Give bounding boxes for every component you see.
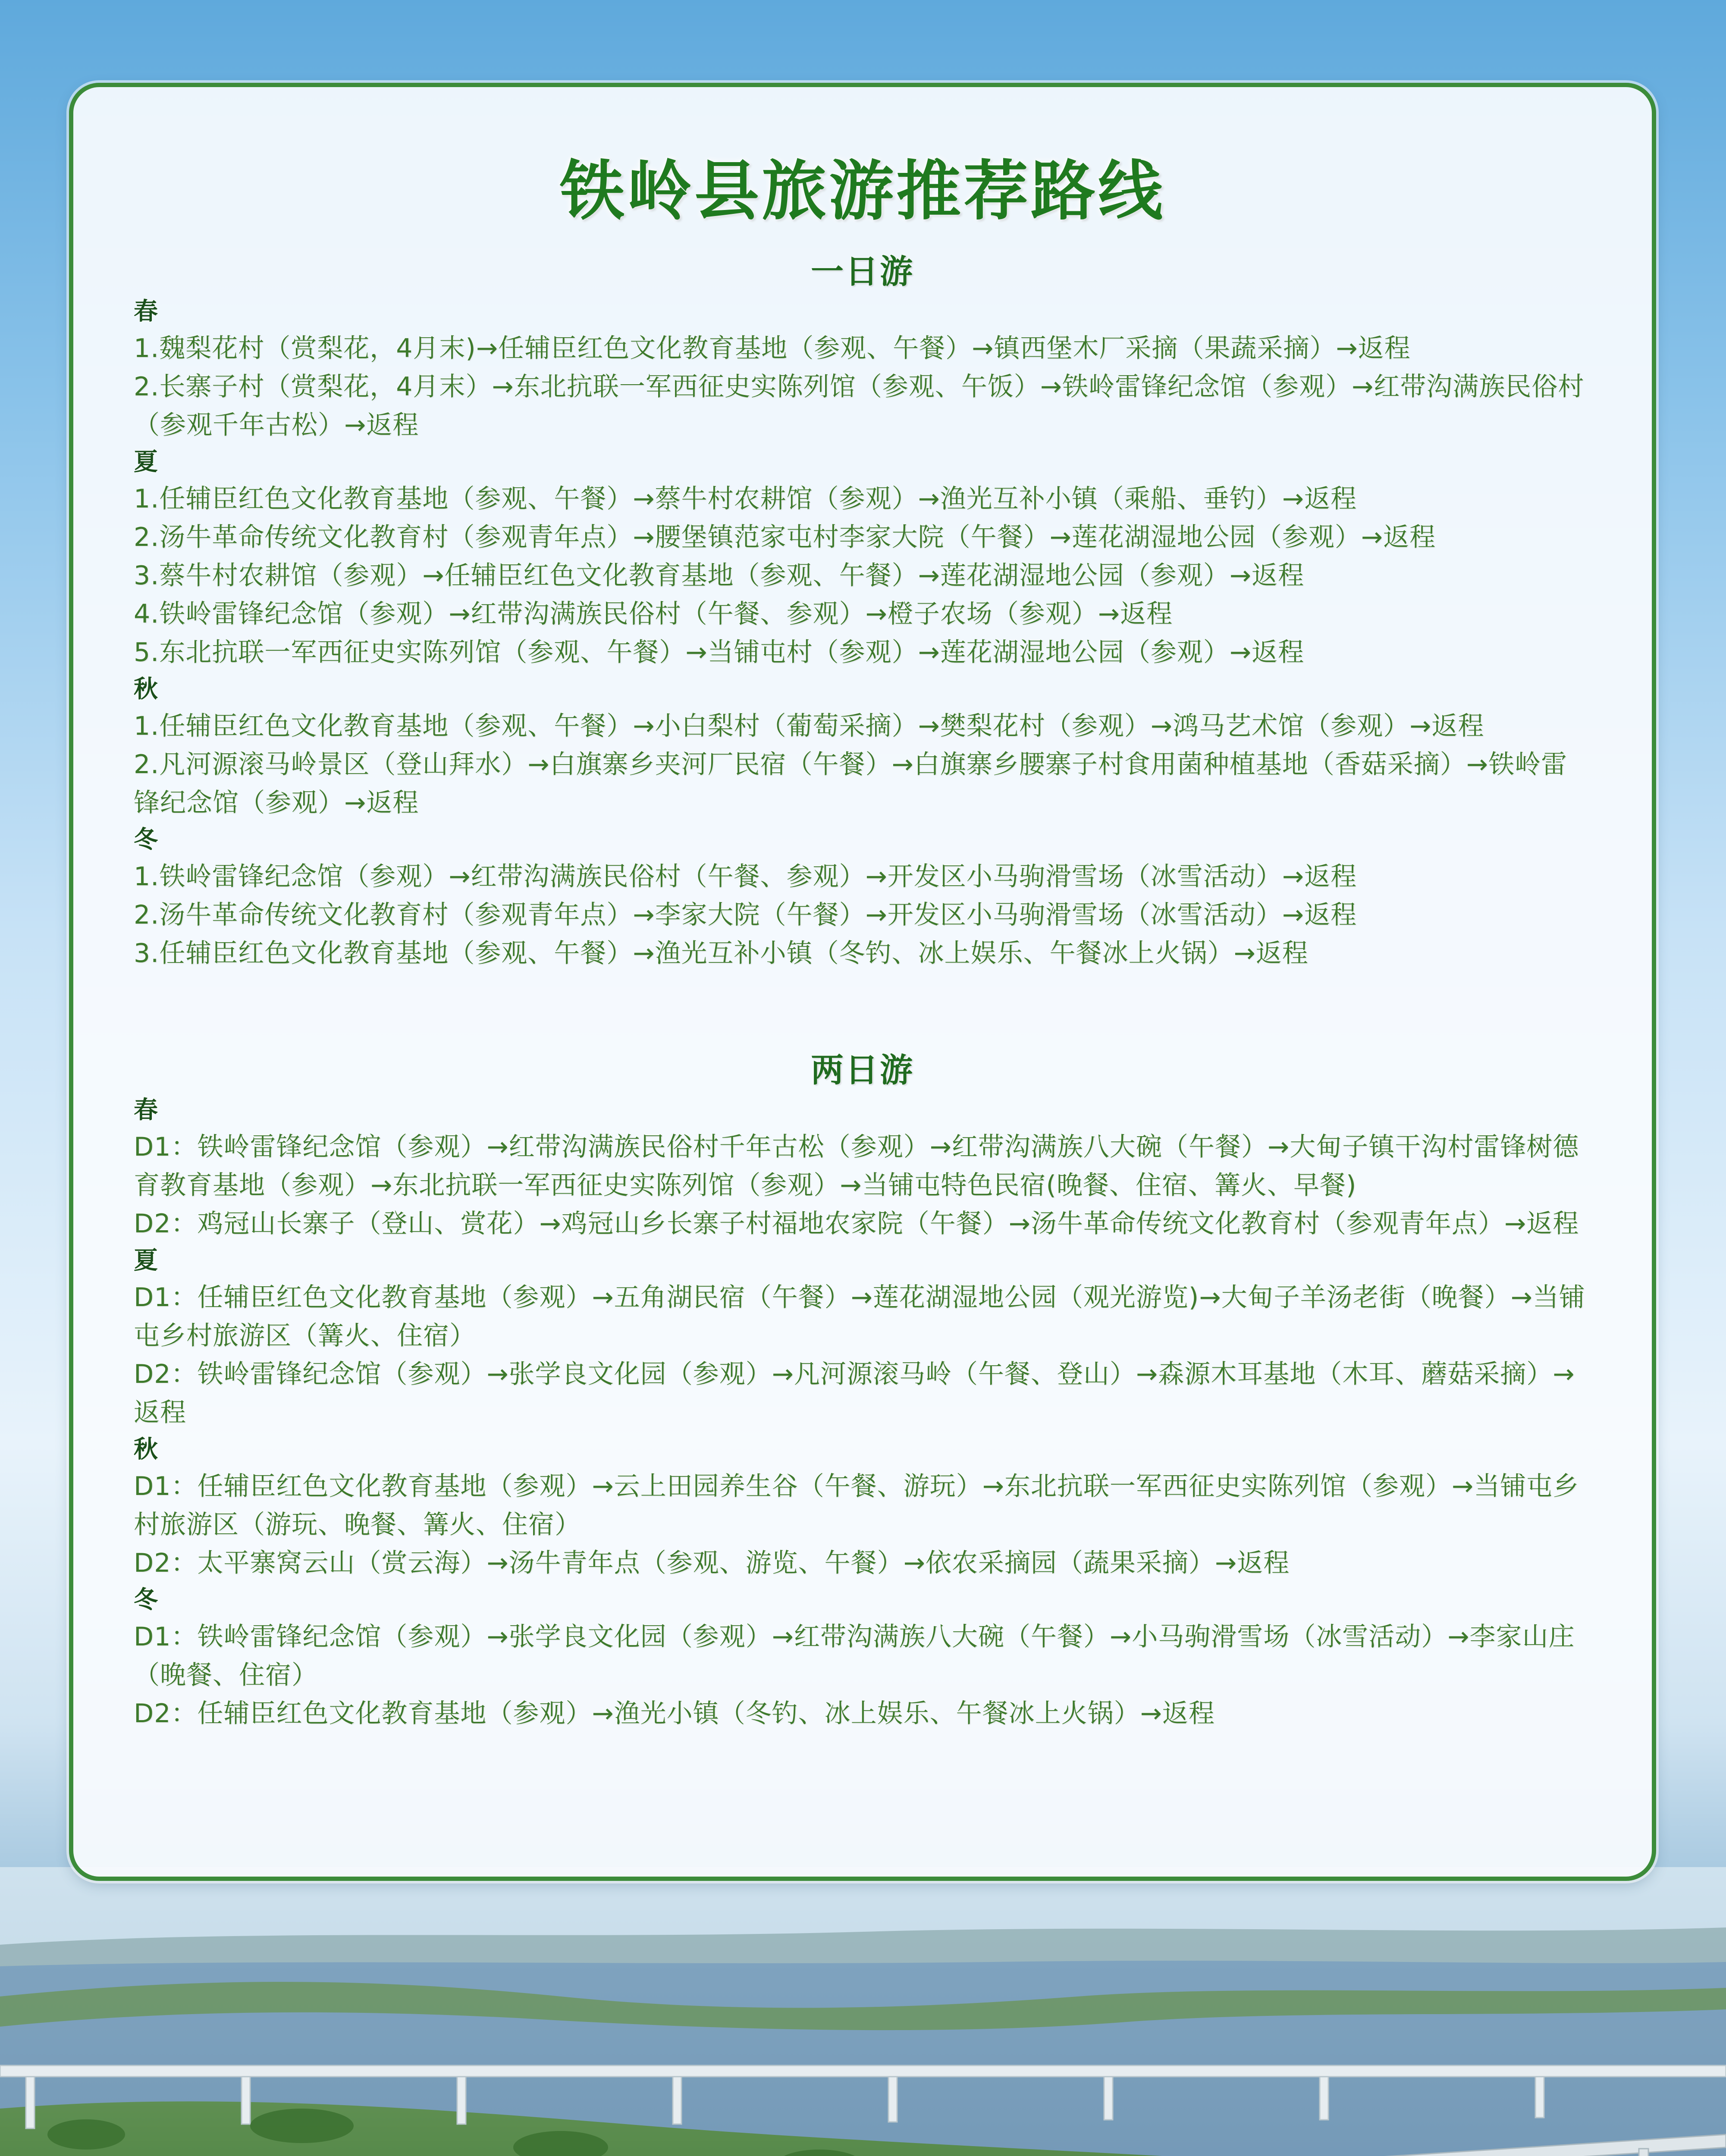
route-item: D1：铁岭雷锋纪念馆（参观）→红带沟满族民俗村千年古松（参观）→红带沟满族八大碗（午餐）→大甸子镇干沟村雷锋树德育教育基地（参观）→东北抗联一军西征史实陈列馆（参观）→当铺屯特色民宿(晚餐、住宿、篝火、早餐) [134, 1132, 1579, 1200]
season-label-autumn: 秋 [134, 1435, 158, 1463]
route-item: D2：任辅臣红色文化教育基地（参观）→渔光小镇（冬钓、冰上娱乐、午餐冰上火锅）→返程 [134, 1698, 1215, 1729]
route-item: 2.汤牛革命传统文化教育村（参观青年点）→腰堡镇范家屯村李家大院（午餐）→莲花湖湿地公园（参观）→返程 [134, 522, 1436, 552]
route-item: D2：铁岭雷锋纪念馆（参观）→张学良文化园（参观）→凡河源滚马岭（午餐、登山）→森源木耳基地（木耳、蘑菇采摘）→返程 [134, 1359, 1575, 1428]
route-item: 2.凡河源滚马岭景区（登山拜水）→白旗寨乡夹河厂民宿（午餐）→白旗寨乡腰寨子村食用菌种植基地（香菇采摘）→铁岭雷锋纪念馆（参观）→返程 [134, 749, 1568, 818]
two-day-section [134, 1048, 1591, 1733]
season-label-winter: 冬 [134, 826, 158, 854]
route-item: D2：鸡冠山长寨子（登山、赏花）→鸡冠山乡长寨子村福地农家院（午餐）→汤牛革命传统文化教育村（参观青年点）→返程 [134, 1209, 1579, 1239]
page-title: 铁岭县旅游推荐路线 [559, 154, 1165, 229]
season-label-spring: 春 [134, 298, 158, 326]
season-label-summer: 夏 [134, 1247, 158, 1275]
route-item: D1：铁岭雷锋纪念馆（参观）→张学良文化园（参观）→红带沟满族八大碗（午餐）→小马驹滑雪场（冰雪活动）→李家山庄（晚餐、住宿） [134, 1622, 1575, 1690]
route-item: D2：太平寨窝云山（赏云海）→汤牛青年点（参观、游览、午餐）→依农采摘园（蔬果采摘）→返程 [134, 1548, 1290, 1578]
route-item: 3.任辅臣红色文化教育基地（参观、午餐）→渔光互补小镇（冬钓、冰上娱乐、午餐冰上火锅）→返程 [134, 938, 1309, 968]
route-item: 1.任辅臣红色文化教育基地（参观、午餐）→小白梨村（葡萄采摘）→樊梨花村（参观）→鸿马艺术馆（参观）→返程 [134, 711, 1484, 741]
route-item: 5.东北抗联一军西征史实陈列馆（参观、午餐）→当铺屯村（参观）→莲花湖湿地公园（参观）→返程 [134, 637, 1305, 667]
route-item: 1.铁岭雷锋纪念馆（参观）→红带沟满族民俗村（午餐、参观）→开发区小马驹滑雪场（冰雪活动）→返程 [134, 862, 1357, 892]
one-day-heading: 一日游 [811, 252, 914, 291]
route-item: D1：任辅臣红色文化教育基地（参观）→云上田园养生谷（午餐、游玩）→东北抗联一军西征史实陈列馆（参观）→当铺屯乡村旅游区（游玩、晚餐、篝火、住宿） [134, 1471, 1579, 1540]
season-label-spring: 春 [134, 1096, 158, 1124]
route-item: 2.汤牛革命传统文化教育村（参观青年点）→李家大院（午餐）→开发区小马驹滑雪场（冰雪活动）→返程 [134, 900, 1357, 930]
season-label-winter: 冬 [134, 1586, 158, 1614]
two-day-heading: 两日游 [811, 1051, 914, 1089]
route-item: 1.魏梨花村（赏梨花，4月末)→任辅臣红色文化教育基地（参观、午餐）→镇西堡木厂采摘（果蔬采摘）→返程 [134, 333, 1411, 364]
route-item: 1.任辅臣红色文化教育基地（参观、午餐）→蔡牛村农耕馆（参观）→渔光互补小镇（乘船、垂钓）→返程 [134, 484, 1357, 514]
route-item: D1：任辅臣红色文化教育基地（参观）→五角湖民宿（午餐）→莲花湖湿地公园（观光游览)→大甸子羊汤老街（晚餐）→当铺屯乡村旅游区（篝火、住宿） [134, 1282, 1585, 1351]
route-item: 3.蔡牛村农耕馆（参观）→任辅臣红色文化教育基地（参观、午餐）→莲花湖湿地公园（参观）→返程 [134, 561, 1305, 591]
season-label-autumn: 秋 [134, 675, 158, 703]
route-item: 4.铁岭雷锋纪念馆（参观）→红带沟满族民俗村（午餐、参观）→橙子农场（参观）→返程 [134, 599, 1173, 629]
season-label-summer: 夏 [134, 448, 158, 476]
river-landscape-photo [0, 1867, 1726, 2156]
one-day-section [134, 249, 1591, 973]
route-item: 2.长寨子村（赏梨花，4月末）→东北抗联一军西征史实陈列馆（参观、午饭）→铁岭雷锋纪念馆（参观）→红带沟满族民俗村（参观千年古松）→返程 [134, 372, 1585, 440]
routes-card [69, 83, 1656, 1881]
